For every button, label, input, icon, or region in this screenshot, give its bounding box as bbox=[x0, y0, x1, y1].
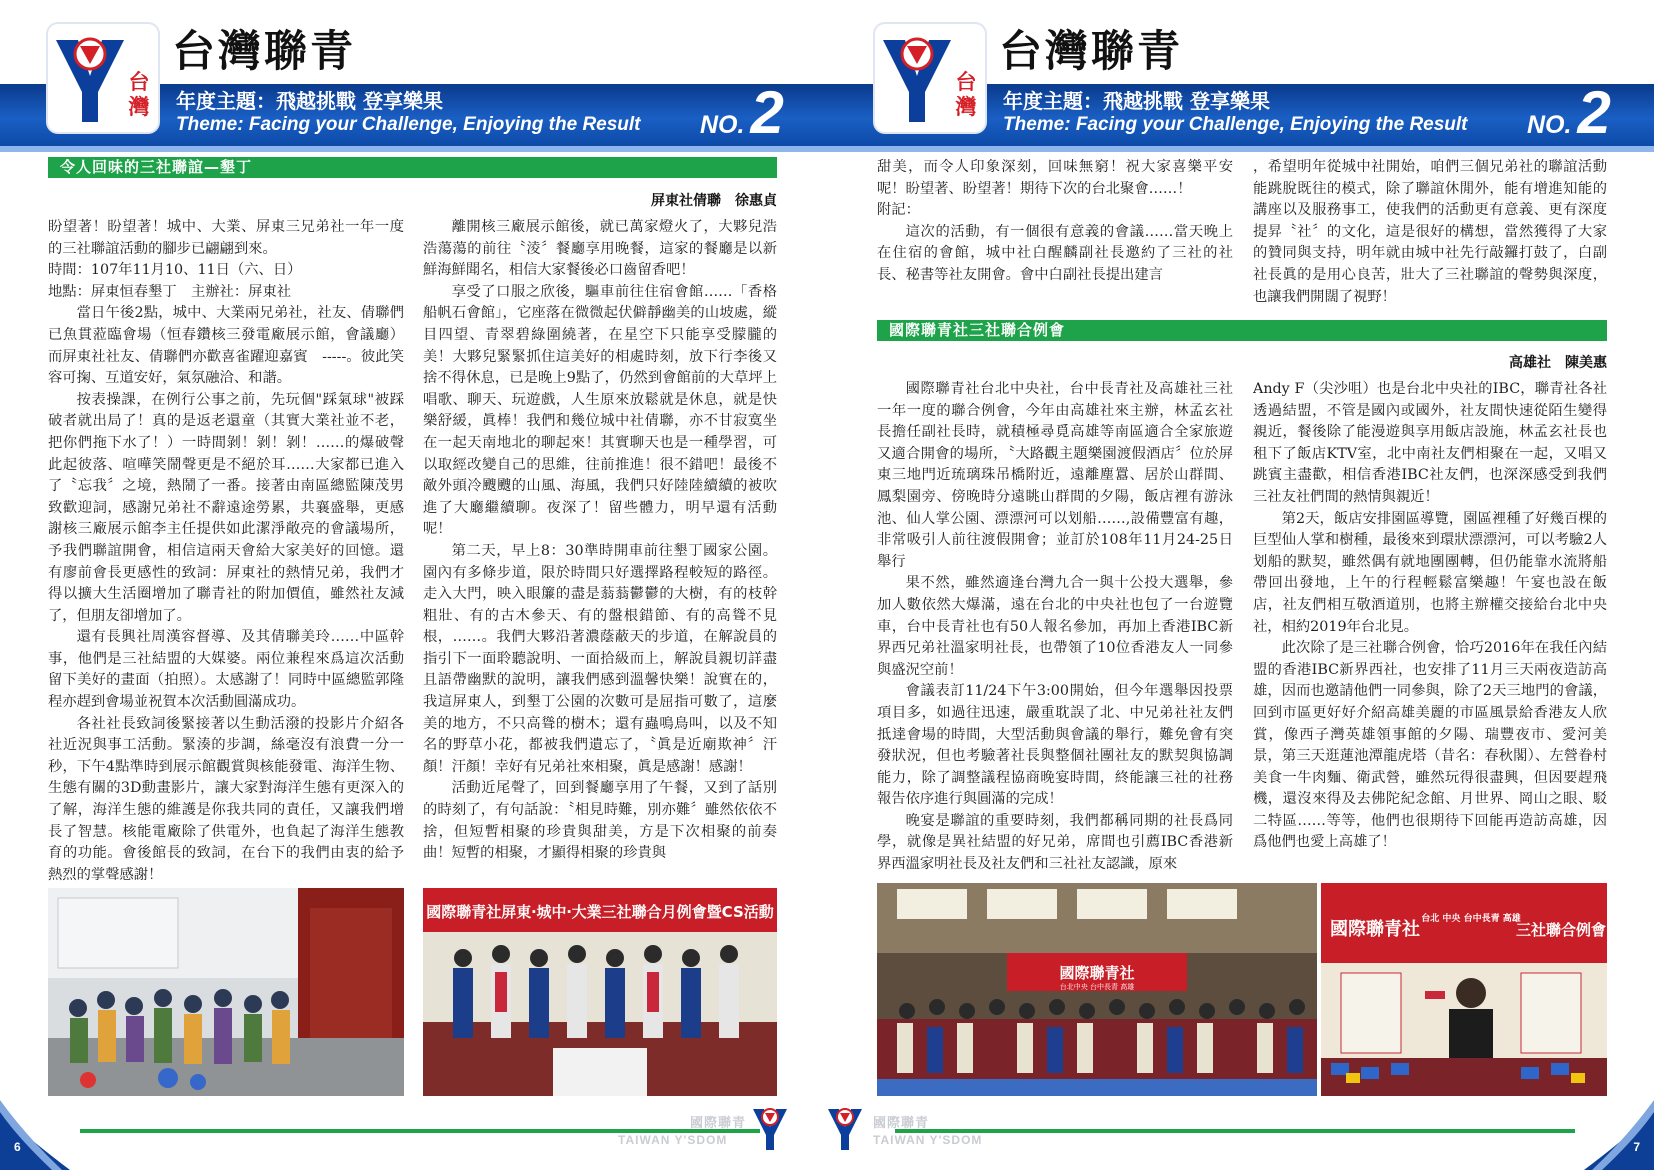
paragraph: 第2天，飯店安排園區導覽，園區裡種了好幾百棵的巨型仙人掌和樹種，最後來到環狀漂漂河，可以考驗2人划船的默契，雖然偶有就地團團轉，但仍能靠水流將船帶回出發地，上午的行程輕鬆富樂趣！午宴也設在飯店，社友們相互敬酒道別，也將主辦權交接給台北中央社，相約2019年台北見。 bbox=[1253, 510, 1607, 635]
paragraph: 當日午後2點，城中、大業兩兄弟社，社友、倩聯們已魚貫蒞臨會場（恒春鑽核三發電廠展示館，會議廳）而屏東社社友、倩聯們亦歡喜雀躍迎嘉賓 -----。彼此笑容可掬、互道安好，氣氛融洽、和諧。 bbox=[48, 305, 404, 387]
banner-text-1: 國際聯青社 bbox=[1059, 964, 1135, 982]
issue-number bbox=[700, 79, 784, 146]
logo-text: 台灣 bbox=[128, 70, 150, 119]
article-column-1 bbox=[877, 379, 1233, 879]
page-corner-decoration bbox=[1584, 1100, 1654, 1170]
paragraph: 盼望著！盼望著！城中、大業、屏東三兄弟社一年一度的三社聯誼活動的腳步已翩翩到來。 bbox=[48, 219, 404, 257]
footer-line bbox=[895, 1129, 1575, 1133]
issue-number bbox=[1527, 79, 1611, 146]
paragraph: 此次除了是三社聯合例會，恰巧2016年在我任內結盟的香港IBC新界西社，也安排了11月三天兩夜造訪高雄，因而也邀請他們一同參與，除了2天三地門的會議，回到市區更好好介紹高雄美麗的市區風景給香港友人欣賞，像西子灣英雄領事館的夕陽、瑞豐夜市、愛河美景，第三天逛蓮池潭龍虎塔（昔名：春秋閣）、左營眷村美食一牛肉麵、衛武營，雖然玩得很盡興，但因要趕飛機，還沒來得及去佛陀紀念館、月世界、岡山之眼、駁二特區……等等，他們也很期待下回能再造訪高雄，因爲他們也愛上高雄了！ bbox=[1253, 640, 1607, 851]
footer-brand-en: TAIWAN Y'SDOM bbox=[873, 1133, 983, 1147]
footer-brand-zh: 國際聯青 bbox=[690, 1116, 747, 1131]
paragraph: 時間：107年11月10、11日（六、日） bbox=[48, 262, 302, 279]
issue-digit: 2 bbox=[1577, 79, 1611, 146]
y-logo-icon bbox=[881, 36, 953, 124]
paragraph: 附記： bbox=[877, 202, 920, 219]
byline: 屏東社倩聯 徐惠貞 bbox=[651, 193, 777, 209]
paragraph: 晚宴是聯誼的重要時刻，我們都稱同期的社長爲同學，就像是異社結盟的好兄弟，席間也引薦IBC香港新界西溫家明社長及社友們和三社社友認識，原來 bbox=[877, 812, 1233, 873]
club-logo bbox=[875, 24, 985, 132]
photo-joint-meeting-left bbox=[423, 888, 777, 1096]
theme-chinese: 年度主題：飛越挑戰 登享樂果 bbox=[1003, 89, 1270, 113]
footer-logo-icon bbox=[752, 1107, 788, 1151]
paragraph: 離開核三廠展示館後，就已萬家燈火了，大夥兒浩浩蕩蕩的前往〝淩〞餐廳享用晚餐，這家的餐廳是以新鮮海鮮聞名，相信大家餐後必口齒留香吧！ bbox=[423, 219, 777, 279]
section-title: 令人回味的三社聯誼—墾丁 bbox=[48, 157, 777, 178]
theme-english: Theme: Facing your Challenge, Enjoying the Result bbox=[1003, 114, 1468, 135]
paragraph: 國際聯青社台北中央社，台中長青社及高雄社三社一年一度的聯合例會，今年由高雄社來主辦，林孟玄社長擔任副社長時，就積極尋覓高雄等南區適合全家旅遊又適合開會的場所，〝大路觀主題樂園渡假酒店〞位於屏東三地門近琉璃珠吊橋附近，遠離塵囂、居於山群間、鳳梨園旁、傍晚時分遠眺山群間的夕陽，飯店裡有游泳池、仙人掌公園、漂漂河可以划船……,設備豐富有趣，非常吸引人前往渡假開會；並訂於108年11月24-25日舉行 bbox=[877, 381, 1233, 570]
issue-digit: 2 bbox=[750, 79, 784, 146]
photo-museum-visit bbox=[48, 888, 404, 1096]
paragraph: 還有長興社周漢容督導、及其倩聯美玲……中區幹事，他們是三社結盟的大媒婆。兩位兼程來爲這次活動留下美好的畫面（拍照）。太感謝了！同時中區總監郭隆程亦趕到會場並祝賀本次活動圓滿成功。 bbox=[48, 629, 404, 711]
paragraph: 地點：屏東恒春墾丁 主辦社：屏東社 bbox=[48, 283, 292, 300]
photo-speaker-at-podium bbox=[1321, 883, 1607, 1096]
paragraph: 會議表訂11/24下午3:00開始，但今年選舉因投票項目多，如過往迅速，嚴重耽誤了北、中兄弟社社友們抵達會場的時間，大型活動與會議的舉行，難免會有突發狀況，但也考驗著社長與整個社團社友的默契與協調能力，除了調整議程協商晚宴時間，終能讓三社的社務報告依序進行與圓滿的完成！ bbox=[877, 683, 1233, 808]
banner-text-2-tail: 三社聯合例會 bbox=[1515, 921, 1607, 939]
theme-english: Theme: Facing your Challenge, Enjoying the Result bbox=[176, 114, 641, 135]
masthead-title: 台灣聯青 bbox=[172, 27, 356, 77]
continued-column-1 bbox=[877, 157, 1233, 309]
logo-text: 台灣 bbox=[955, 70, 977, 119]
y-logo-icon bbox=[54, 36, 126, 124]
paragraph: Andy F（尖沙咀）也是台北中央社的IBC，聯青社各社透過結盟，不管是國內或國外，社友間快速從陌生變得親近，餐後除了能漫遊與享用飯店設施，林孟玄社長也租下了飯店KTV室，北中南社友們相聚在一起，又唱又跳賓主盡歡，相信香港IBC社友們，也深深感受到我們三社友社們間的熱情與親近！ bbox=[1253, 381, 1607, 505]
banner-text: 國際聯青社屏東‧城中‧大業三社聯合月例會暨CS活動 bbox=[426, 903, 774, 921]
paragraph: 甜美，而令人印象深刻，回味無窮！祝大家喜樂平安呢！盼望著、盼望著！期待下次的台北聚會……！ bbox=[877, 159, 1233, 197]
section-title: 國際聯青社三社聯合例會 bbox=[877, 320, 1607, 341]
theme-chinese: 年度主題：飛越挑戰 登享樂果 bbox=[176, 89, 443, 113]
article-column-2 bbox=[423, 217, 777, 887]
paragraph: ，希望明年從城中社開始，咱們三個兄弟社的聯誼活動能跳脫既往的模式，除了聯誼休閒外，能有增進知能的講座以及服務事工，使我們的活動更有意義、更有深度提昇〝社〞的文化，這是很好的構想，當然獲得了大家的贊同與支持，明年就由城中社先行敲鑼打鼓了，白副社長眞的是用心良苦，壯大了三社聯誼的聲勢與深度，也讓我們開闊了視野！ bbox=[1253, 159, 1607, 305]
footer-logo-icon bbox=[827, 1107, 863, 1151]
byline: 高雄社 陳美惠 bbox=[1509, 355, 1607, 371]
paragraph: 活動近尾聲了，回到餐廳享用了午餐，又到了話別的時刻了，有句話說：〝相見時難，別亦難〞雖然依依不捨，但短暫相聚的珍貴與甜美，方是下次相聚的前奏曲！短暫的相聚，才顯得相聚的珍貴與 bbox=[423, 780, 777, 862]
article-column-1 bbox=[48, 217, 404, 887]
paragraph: 享受了口服之欣後，驅車前往住宿會館……「香格船帆石會館」，它座落在微微起伏僻靜幽美的山坡處，縱目四望、青翠碧綠圍繞著，在星空下只能享受朦朧的美！大夥兒緊緊抓住這美好的相處時刻，放下行李後又捨不得休息，已是晚上9點了，仍然到會館前的大草坪上唱歌、聊天、玩遊戲，人生原來放鬆就是休息，就是快樂舒緩，眞棒！我們和幾位城中社倩聯，亦不甘寂寞坐在一起天南地北的聊起來！其實聊天也是一種學習，可以取經改變自己的思維，往前推進！很不錯吧！最後不敵外頭冷颼颼的山風、海風，我們只好陸陸續續的被吹進了大廳繼續聊。夜深了！留些體力，明早還有活動呢！ bbox=[423, 283, 777, 538]
page-corner-decoration bbox=[0, 1100, 70, 1170]
footer-brand-zh: 國際聯青 bbox=[873, 1116, 930, 1131]
issue-prefix: NO. bbox=[1527, 111, 1572, 139]
page-number: 7 bbox=[1633, 1140, 1640, 1154]
article-column-2 bbox=[1253, 379, 1607, 879]
paragraph: 各社社長致詞後緊接著以生動活潑的投影片介紹各社近況與事工活動。緊湊的步調，絲毫沒有浪費一分一秒，下午4點準時到展示館觀賞與核能發電、海洋生物、生態有關的3D動畫影片，讓大家對海洋生態有更深入的了解，海洋生態的維護是你我共同的責任，又讓我們增長了智慧。核能電廠除了供電外，也負起了海洋生態教育的功能。會後館長的致詞，在台下的我們由衷的給予熱烈的掌聲感謝！ bbox=[48, 715, 404, 883]
banner-text-2: 國際聯青社 bbox=[1330, 919, 1420, 940]
footer-brand-en: TAIWAN Y'SDOM bbox=[618, 1133, 728, 1147]
masthead-title: 台灣聯青 bbox=[999, 27, 1183, 77]
paragraph: 這次的活動，有一個很有意義的會議……當天晚上在住宿的會館，城中社白醒麟副社長邀約了三社的社長、秘書等社友開會。會中白副社長提出建言 bbox=[877, 223, 1233, 283]
banner-text-1-sub: 台北中央 台中長青 高雄 bbox=[1059, 983, 1135, 991]
right-page bbox=[827, 0, 1654, 1170]
continued-column-2 bbox=[1253, 157, 1607, 309]
club-logo bbox=[48, 24, 158, 132]
paragraph: 按表操課，在例行公事之前，先玩個"踩氣球"被踩破者就出局了！真的是返老還童（其實大業社並不老，把你們拖下水了！）一時間剝！剝！剝！……的爆破聲此起彼落、喧嘩笑鬧聲更是不絕於耳……大家都已進入了〝忘我〞之境，熱鬧了一番。接著由南區總監陳茂男致歡迎詞，感謝兄弟社不辭遠途勞累，共襄盛舉，更感謝核三廠展示館李主任提供如此潔淨敞亮的會議場所，予我們聯誼開會，相信這兩天會給大家美好的回憶。還有廖前會長更感性的致詞：屏東社的熱情兄弟，我們才得以擴大生活圈增加了聯青社的附加價值，雖然社友減了，但朋友卻增加了。 bbox=[48, 391, 404, 624]
paragraph: 第二天，早上8：30準時開車前往墾丁國家公園。園內有多條步道，限於時間只好選擇路程較短的路徑。走入大門，映入眼簾的盡是蓊蓊鬱鬱的大樹，有的枝幹粗壯、有的古木參天、有的盤根錯節、有的高聳不見根，……。我們大夥沿著濃蔭蔽天的步道，在解說員的指引下一面聆聽說明、一面拾級而上，解說員親切詳盡且語帶幽默的說明，讓我們感到溫馨快樂！說實在的，我這屏東人，到墾丁公園的次數可是屈指可數了，這麼美的地方，不只高聳的樹木；還有蟲鳴鳥叫，以及不知名的野草小花，都被我們遺忘了，〝眞是近廟欺神〞汗顏！汗顏！幸好有兄弟社來相聚，眞是感謝！感謝！ bbox=[423, 542, 777, 775]
issue-prefix: NO. bbox=[700, 111, 745, 139]
paragraph: 果不然，雖然適逢台灣九合一與十公投大選舉，參加人數依然大爆滿，遠在台北的中央社也包了一台遊覽車，台中長青社也有50人報名參加，再加上香港IBC新界西兄弟社溫家明社長，也帶領了10位香港友人一同參與盛況空前！ bbox=[877, 575, 1233, 678]
page-number: 6 bbox=[14, 1140, 21, 1154]
banner-text-2-sub: 台北 中央 台中長青 高雄 bbox=[1421, 914, 1521, 924]
photo-group-meeting-hall bbox=[877, 883, 1317, 1096]
